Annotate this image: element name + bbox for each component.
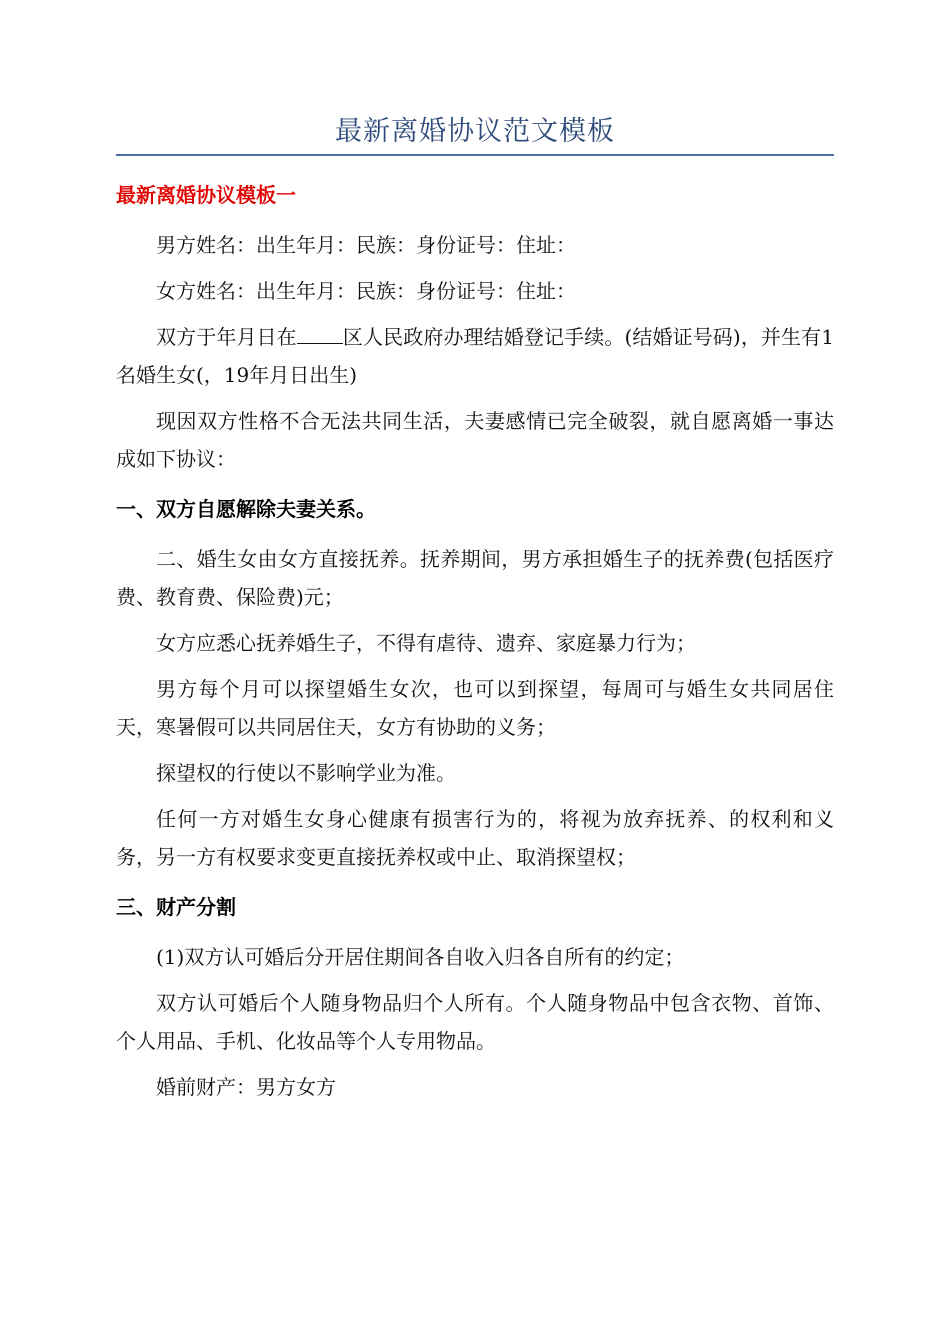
paragraph-visitation: 男方每个月可以探望婚生女次，也可以到探望，每周可与婚生女共同居住天，寒暑假可以共同居住天，女方有协助的义务； <box>116 677 834 739</box>
paragraph-marriage-registration <box>116 318 834 394</box>
document-title: 最新离婚协议范文模板 <box>335 116 615 147</box>
paragraph-personal-items: 双方认可婚后个人随身物品归个人所有。个人随身物品中包含衣物、首饰、个人用品、手机、化妆品等个人专用物品。 <box>116 991 834 1053</box>
paragraph-custody-duty: 女方应悉心抚养婚生子，不得有虐待、遗弃、家庭暴力行为； <box>156 631 696 655</box>
marriage-text-end: 区人民政府办理结婚登记手续。(结婚证号码)，并生有1名婚生女(，19年月日出生) <box>116 325 834 387</box>
blank-fill-line <box>297 323 343 344</box>
heading-dissolve-marriage: 一、双方自愿解除夫妻关系。 <box>116 497 376 521</box>
paragraph-divorce-reason: 现因双方性格不合无法共同生活，夫妻感情已完全破裂，就自愿离婚一事达成如下协议： <box>116 409 834 471</box>
paragraph-income: (1)双方认可婚后分开居住期间各自收入归各自所有的约定； <box>156 945 685 969</box>
heading-property-division: 三、财产分割 <box>116 895 236 919</box>
paragraph-visitation-rule: 探望权的行使以不影响学业为准。 <box>156 761 456 785</box>
document-body <box>116 172 834 1114</box>
paragraph-premarital-property: 婚前财产：男方女方 <box>156 1075 336 1099</box>
title-underline <box>116 154 834 156</box>
paragraph-custody: 二、婚生女由女方直接抚养。抚养期间，男方承担婚生子的抚养费(包括医疗费、教育费、保险费)元； <box>116 547 834 609</box>
template-heading: 最新离婚协议模板一 <box>116 183 296 207</box>
paragraph-female-info: 女方姓名：出生年月：民族：身份证号：住址： <box>156 279 576 303</box>
paragraph-harm-clause: 任何一方对婚生女身心健康有损害行为的，将视为放弃抚养、的权利和义务，另一方有权要求变更直接抚养权或中止、取消探望权； <box>116 807 834 869</box>
marriage-text-start: 双方于年月日在 <box>156 325 297 349</box>
paragraph-male-info: 男方姓名：出生年月：民族：身份证号：住址： <box>156 233 576 257</box>
